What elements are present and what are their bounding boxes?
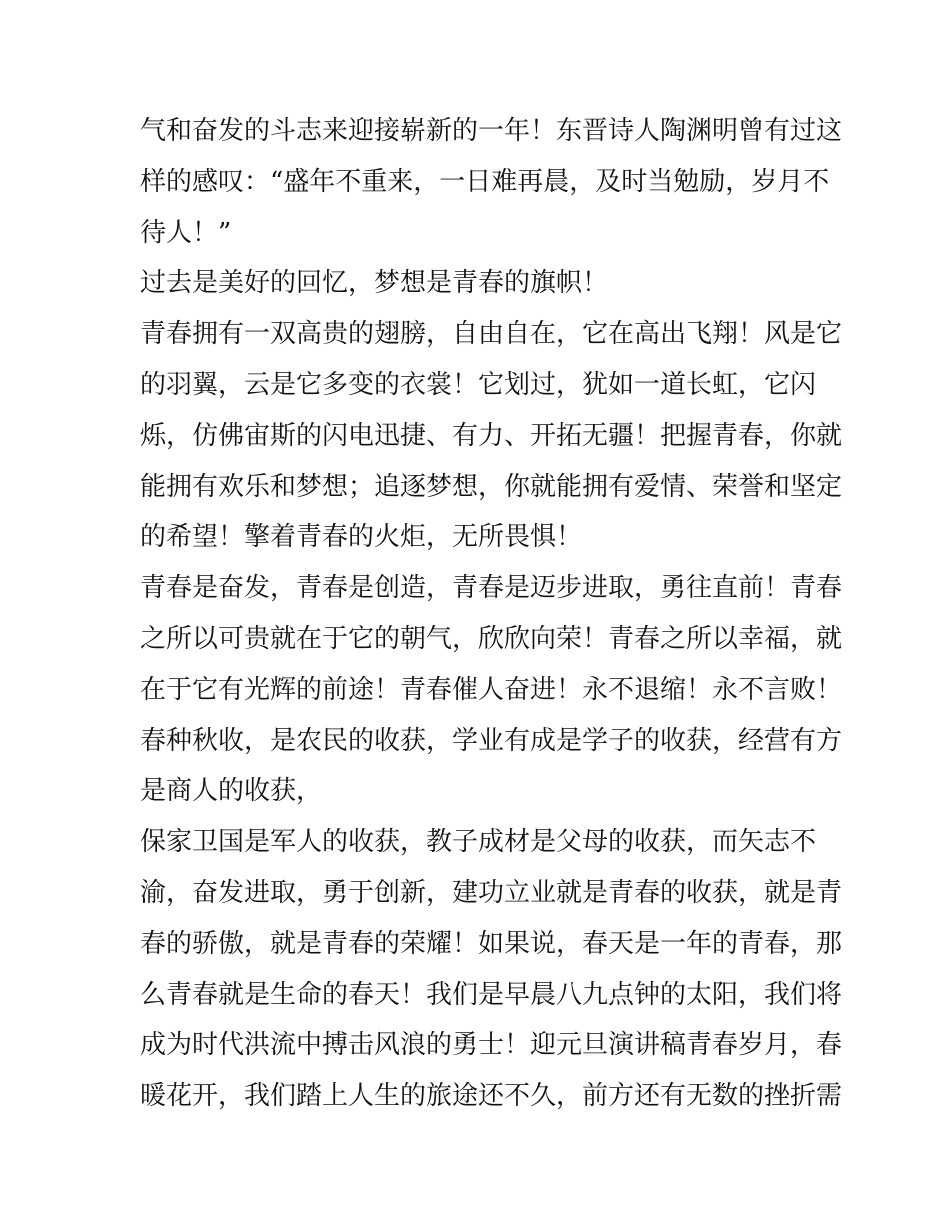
text-line: 保家卫国是军人的收获，教子成材是父母的收获，而矢志不 — [140, 827, 817, 858]
text-line: 春种秋收，是农民的收获，学业有成是学子的收获，经营有方 — [140, 725, 843, 756]
text-line: 气和奋发的斗志来迎接崭新的一年！东晋诗人陶渊明曾有过这 — [140, 116, 843, 146]
text-line: 渝，奋发进取，勇于创新，建功立业就是青春的收获，就是青 — [140, 877, 843, 908]
text-line: 能拥有欢乐和梦想；追逐梦想，你就能拥有爱情、荣誉和坚定 — [140, 471, 843, 502]
text-line: 的羽翼，云是它多变的衣裳！它划过，犹如一道长虹，它闪 — [140, 369, 817, 400]
text-line: 在于它有光辉的前途！青春催人奋进！永不退缩！永不言败！ — [140, 674, 843, 705]
text-line: 之所以可贵就在于它的朝气，欣欣向荣！青春之所以幸福，就 — [140, 623, 843, 654]
text-line: 过去是美好的回忆，梦想是青春的旗帜！ — [140, 268, 609, 299]
body-text — [140, 106, 843, 1122]
text-line: 青春拥有一双高贵的翅膀，自由自在，它在高出飞翔！风是它 — [140, 319, 843, 350]
text-line: 青春是奋发，青春是创造，青春是迈步进取，勇往直前！青春 — [140, 573, 843, 604]
text-line: 成为时代洪流中搏击风浪的勇士！迎元旦演讲稿青春岁月，春 — [140, 1030, 843, 1061]
text-line: 待人！” — [140, 217, 232, 248]
text-line: 春的骄傲，就是青春的荣耀！如果说，春天是一年的青春，那 — [140, 928, 843, 959]
text-line: 样的感叹：“盛年不重来，一日难再晨，及时当勉励，岁月不 — [140, 166, 830, 197]
text-line: 是商人的收获， — [140, 776, 323, 807]
text-line: 烁，仿佛宙斯的闪电迅捷、有力、开拓无疆！把握青春，你就 — [140, 420, 843, 451]
text-line: 么青春就是生命的春天！我们是早晨八九点钟的太阳，我们将 — [140, 979, 843, 1010]
text-line: 暖花开，我们踏上人生的旅途还不久，前方还有无数的挫折需 — [140, 1081, 843, 1112]
text-line: 的希望！擎着青春的火炬，无所畏惧！ — [140, 522, 583, 553]
